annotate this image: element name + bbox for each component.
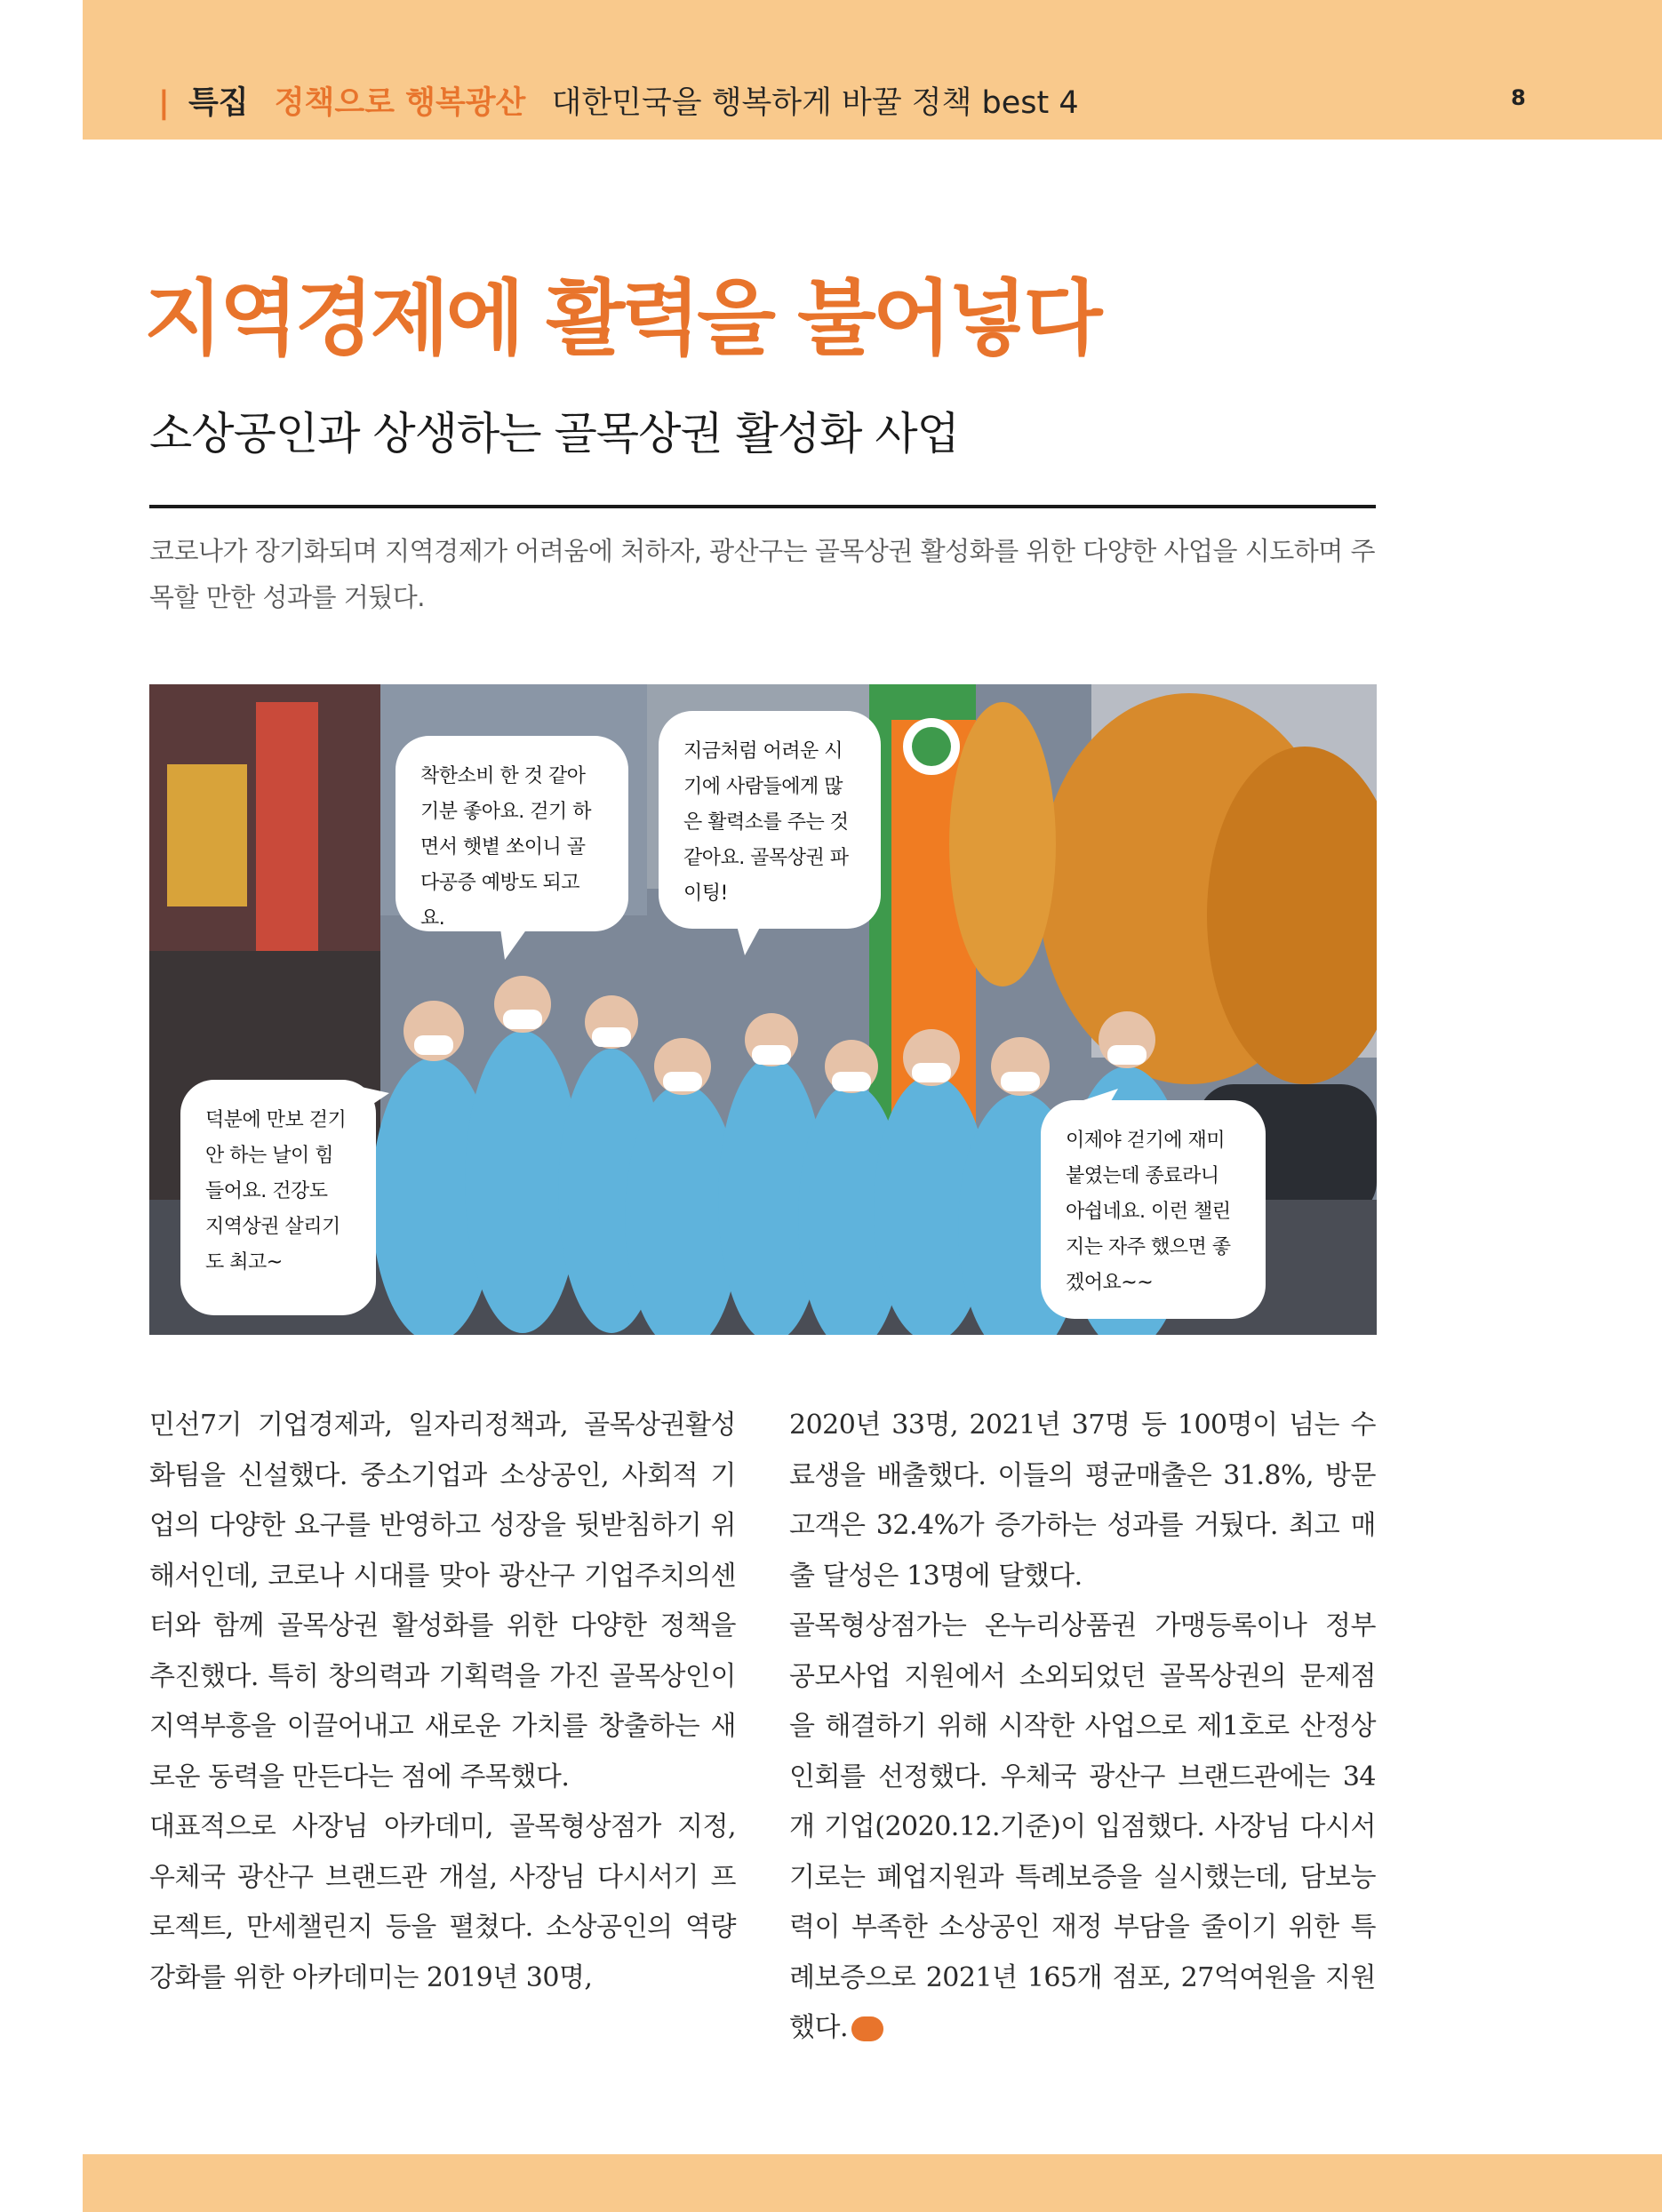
header-theme: 정책으로 행복광산 [274, 85, 526, 121]
running-header [158, 78, 1079, 123]
speech-bubble-4: 이제야 걷기에 재미 붙였는데 종료라니 아쉽네요. 이런 챌린지는 자주 했으면 좋겠어요~~ [1041, 1100, 1266, 1319]
page-number: 8 [1511, 85, 1526, 110]
speech-bubble-2: 지금처럼 어려운 시기에 사람들에게 많은 활력소를 주는 것 같아요. 골목상권 파이팅! [659, 711, 881, 929]
body-paragraph-text: 골목형상점가는 온누리상품권 가맹등록이나 정부 공모사업 지원에서 소외되었던 골목상권의 문제점을 해결하기 위해 시작한 사업으로 제1호로 산정상인회를 선정했다. 우체국 광산구 브랜드관에는 34개 기업(2020.12.기준)이 입점했다. 사장님 다시서기로는 폐업지원과 특례보증을 실시했는데, 담보능력이 부족한 소상공인 재정 부담을 줄이기 위한 특례보증으로 2021년 165개 점포, 27억여원을 지원했다. [789, 1610, 1376, 2043]
body-paragraph: 민선7기 기업경제과, 일자리정책과, 골목상권활성화팀을 신설했다. 중소기업과 소상공인, 사회적 기업의 다양한 요구를 반영하고 성장을 뒷받침하기 위해서인데, 코로나 시대를 맞아 광산구 기업주치의센터와 함께 골목상권 활성화를 위한 다양한 정책을 추진했다. 특히 창의력과 기획력을 가진 골목상인이 지역부흥을 이끌어내고 새로운 가치를 창출하는 새로운 동력을 만든다는 점에 주목했다. [149, 1409, 736, 1793]
end-mark-icon [851, 2016, 883, 2041]
header-bar: | [158, 85, 170, 121]
header-section: 특집 [188, 85, 249, 121]
article-lead: 코로나가 장기화되며 지역경제가 어려움에 처하자, 광산구는 골목상권 활성화를 위한 다양한 사업을 시도하며 주목할 만한 성과를 거뒀다. [149, 536, 1375, 612]
body-paragraph: 대표적으로 사장님 아카데미, 골목형상점가 지정, 우체국 광산구 브랜드관 개설, 사장님 다시서기 프로젝트, 만세챌린지 등을 펼쳤다. 소상공인의 역량강화를 위한 아카데미는 2019년 30명, [149, 1811, 736, 1993]
header-subtitle: 대한민국을 행복하게 바꿀 정책 best 4 [551, 85, 1079, 121]
body-paragraph-last [789, 1601, 1376, 2054]
article-title: 지역경제에 활력을 불어넣다 [144, 271, 1099, 366]
body-column-left [149, 1401, 736, 2003]
street-campaign-photo [149, 684, 1377, 1335]
article-subtitle: 소상공인과 상생하는 골목상권 활성화 사업 [149, 408, 959, 459]
body-column-right [789, 1401, 1376, 2054]
title-rule [149, 505, 1376, 508]
footer-band [83, 2154, 1662, 2212]
speech-bubble-3: 덕분에 만보 걷기 안 하는 날이 힘들어요. 건강도 지역상권 살리기도 최고~ [180, 1080, 376, 1315]
speech-bubble-1: 착한소비 한 것 같아 기분 좋아요. 걷기 하면서 햇볕 쏘이니 골다공증 예방도 되고요. [396, 736, 628, 931]
body-paragraph: 2020년 33명, 2021년 37명 등 100명이 넘는 수료생을 배출했다. 이들의 평균매출은 31.8%, 방문고객은 32.4%가 증가하는 성과를 거뒀다. 최고 매출 달성은 13명에 달했다. [789, 1409, 1376, 1592]
